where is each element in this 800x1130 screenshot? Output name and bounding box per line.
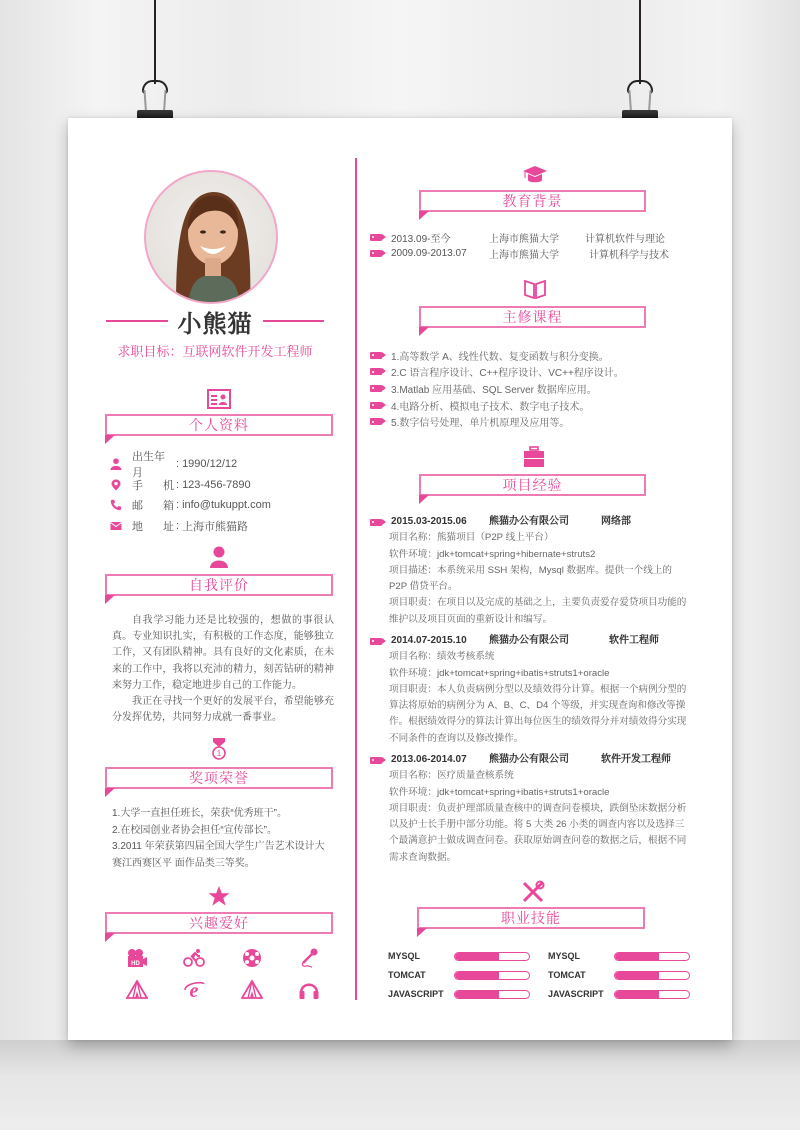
self-eval-paragraph: 自我学习能力还是比较强的，想做的事很认真。专业知识扎实，有积极的工作态度，能够独立工作，又有团队精神。具有良好的文化素质，在未来的工作中，我将以充沛的精力，刻苦钻研的精神来努力工作，稳定地进步自己的工作能力。 xyxy=(112,615,334,691)
skill-bar xyxy=(454,952,530,961)
banner-flag xyxy=(105,788,115,797)
graduation-cap-icon xyxy=(523,166,547,184)
location-pin-icon xyxy=(110,479,122,491)
education-list xyxy=(370,229,670,261)
banner-flag xyxy=(105,595,115,604)
banner-flag xyxy=(105,933,115,942)
course-item xyxy=(370,380,690,397)
tag-icon xyxy=(370,234,382,241)
banner-flag xyxy=(417,928,427,937)
hobby-item xyxy=(108,948,166,968)
course-text: 5.数字信号处理、单片机原理及应用等。 xyxy=(391,418,570,430)
hobby-item xyxy=(223,948,281,968)
section-title: 项目经验 xyxy=(502,477,563,493)
headphones-icon xyxy=(298,980,320,1000)
tent-icon xyxy=(126,980,148,1000)
colon: : xyxy=(176,499,180,512)
microphone-icon xyxy=(298,948,320,968)
self-eval-text xyxy=(112,613,334,726)
svg-text:HD: HD xyxy=(130,961,140,967)
skill-label: MYSQL xyxy=(388,951,421,961)
project-line: 软件环境：jdk+tomcat+spring+hibernate+struts2 xyxy=(389,548,596,560)
resume-paper xyxy=(68,118,732,1040)
education-school: 上海市熊猫大学 xyxy=(489,233,559,245)
medal-icon xyxy=(211,738,227,760)
name-rule-left xyxy=(106,320,168,322)
project-line: 项目职责：本人负责病例分型以及绩效得分计算。根据一个病例分型的算法将原始的病例分为 A、B、C、D4 个等级，并实现查询和修改等操作。根据绩效得分的算法计算出每位医生的绩效得分并对绩效得分实现不同条件的查询以及修改操作。 xyxy=(389,683,687,744)
svg-text:1: 1 xyxy=(216,749,222,758)
banner-flag xyxy=(419,327,429,336)
skill-bar-fill xyxy=(615,953,659,960)
banner-flag xyxy=(419,495,429,504)
project-company: 熊猫办公有限公司 xyxy=(489,754,569,765)
info-key xyxy=(132,497,174,513)
course-text: 4.电路分析、模拟电子技术、数字电子技术。 xyxy=(391,401,590,413)
open-book-icon xyxy=(524,279,546,299)
skill-item xyxy=(548,969,698,981)
section-title: 兴趣爱好 xyxy=(189,915,249,931)
section-title: 主修课程 xyxy=(502,309,563,325)
course-item xyxy=(370,364,690,381)
avatar xyxy=(144,170,278,304)
skill-label: JAVASCRIPT xyxy=(548,989,604,999)
course-list xyxy=(370,347,690,430)
tag-icon xyxy=(370,519,382,526)
skill-item xyxy=(388,988,548,1000)
project-line: 项目名称：熊猫项目（P2P 线上平台） xyxy=(389,532,554,544)
education-major: 计算机科学与技术 xyxy=(589,249,669,261)
info-email xyxy=(110,495,330,516)
colon: : xyxy=(176,478,180,491)
project-date: 2013.06-2014.07 xyxy=(391,754,467,765)
project-role: 软件工程师 xyxy=(609,635,659,646)
skill-item xyxy=(388,950,548,962)
soccer-ball-icon xyxy=(241,948,263,968)
hobby-item xyxy=(166,980,224,1000)
skill-bar-fill xyxy=(615,991,659,998)
candidate-name: 小熊猫 xyxy=(177,310,253,338)
project-body xyxy=(370,768,688,866)
tag-icon xyxy=(370,757,382,764)
education-major: 计算机软件与理论 xyxy=(585,233,665,245)
hobby-item xyxy=(281,948,339,968)
tag-icon xyxy=(370,352,382,359)
section-title: 个人资料 xyxy=(189,417,249,433)
section-header-skills xyxy=(417,907,645,929)
info-value: 1990/12/12 xyxy=(182,458,238,471)
tag-icon xyxy=(370,385,382,392)
info-value: 123-456-7890 xyxy=(182,478,251,491)
info-key-char: 地 xyxy=(132,520,143,533)
award-item: 1.大学一直担任班长，荣获“优秀班干”。 xyxy=(112,808,287,819)
cycling-icon xyxy=(183,948,205,968)
skill-bar xyxy=(614,971,690,980)
hobby-item xyxy=(166,948,224,968)
course-item xyxy=(370,413,690,430)
info-key xyxy=(132,448,174,480)
id-card-icon xyxy=(207,389,231,409)
info-key-char: 箱 xyxy=(163,500,174,513)
hobby-item xyxy=(281,980,339,1000)
skill-bar xyxy=(614,990,690,999)
project-role: 网络部 xyxy=(601,516,631,527)
skill-item xyxy=(388,969,548,981)
column-divider xyxy=(355,158,357,1000)
course-text: 1.高等数学 A、线性代数、复变函数与积分变换。 xyxy=(391,351,609,363)
info-key-char: 邮 xyxy=(132,500,143,513)
education-date: 2009.09-2013.07 xyxy=(391,247,467,259)
project-company: 熊猫办公有限公司 xyxy=(489,635,569,646)
project-line: 项目名称：医疗质量查核系统 xyxy=(389,770,514,782)
project-entry xyxy=(370,633,688,747)
project-date: 2014.07-2015.10 xyxy=(391,635,467,646)
name-row xyxy=(106,304,324,338)
tag-icon xyxy=(370,418,382,425)
self-eval-paragraph: 我正在寻找一个更好的发展平台，希望能够充分发挥优势，共同努力成就一番事业。 xyxy=(112,696,334,724)
project-entry xyxy=(370,752,688,866)
info-value: info@tukuppt.com xyxy=(182,499,271,512)
skill-bar-fill xyxy=(455,972,499,979)
project-header xyxy=(370,752,688,768)
envelope-icon xyxy=(110,520,122,532)
info-key-char: 址 xyxy=(163,520,174,533)
section-header-hobbies xyxy=(105,912,333,934)
banner-flag xyxy=(105,435,115,444)
info-mobile xyxy=(110,475,330,496)
project-header xyxy=(370,514,688,530)
personal-info-list xyxy=(110,451,330,536)
video-camera-hd-icon xyxy=(126,948,148,968)
awards-list xyxy=(112,806,342,872)
skill-label: MYSQL xyxy=(548,951,581,961)
info-key-char: 机 xyxy=(163,479,174,492)
info-key-char: 手 xyxy=(132,479,143,492)
skill-item xyxy=(548,950,698,962)
colon: : xyxy=(176,458,180,471)
section-header-awards xyxy=(105,767,333,789)
portrait-photo xyxy=(146,172,278,304)
name-rule-right xyxy=(263,320,325,322)
section-header-personal xyxy=(105,414,333,436)
section-title: 教育背景 xyxy=(502,193,563,209)
skill-bar xyxy=(454,990,530,999)
section-header-self-eval xyxy=(105,574,333,596)
project-line: 项目名称：绩效考核系统 xyxy=(389,651,495,663)
hobby-icons xyxy=(108,948,338,1000)
hobby-item xyxy=(223,980,281,1000)
banner-flag xyxy=(419,211,429,220)
project-body xyxy=(370,649,688,747)
section-header-education xyxy=(419,190,646,212)
education-row xyxy=(370,229,670,245)
tag-icon xyxy=(370,250,382,257)
skill-label: TOMCAT xyxy=(388,970,426,980)
education-date: 2013.09-至今 xyxy=(391,233,451,245)
course-item xyxy=(370,397,690,414)
award-item: 3.2011 年荣获第四届全国大学生广告艺术设计大赛江西赛区平 面作品类三等奖。 xyxy=(112,841,325,869)
tag-icon xyxy=(370,368,382,375)
project-line: 软件环境：jdk+tomcat+spring+ibatis+struts1+oracle xyxy=(389,786,610,798)
info-value: 上海市熊猫路 xyxy=(182,520,249,533)
section-title: 职业技能 xyxy=(501,910,561,926)
project-line: 项目职责：负责护理部质量查核中的调查问卷模块，跌倒坠床数据分析以及护士长手册中部分功能。将 5 大类 26 小类的调查内容以及选择三个最满意护士做成调查问卷。获取原始调查问卷的数据之后，根据不同需求查询数据。 xyxy=(389,802,687,863)
course-item xyxy=(370,347,690,364)
course-text: 2.C 语言程序设计、C++程序设计、VC++程序设计。 xyxy=(391,368,624,380)
background-floor xyxy=(0,1040,800,1130)
project-header xyxy=(370,633,688,649)
education-school: 上海市熊猫大学 xyxy=(489,249,559,261)
svg-text:e: e xyxy=(189,980,199,1000)
skill-item xyxy=(548,988,698,1000)
job-goal: 求职目标：互联网软件开发工程师 xyxy=(117,344,313,359)
briefcase-icon xyxy=(523,446,545,468)
skill-bar-fill xyxy=(615,972,659,979)
project-company: 熊猫办公有限公司 xyxy=(489,516,569,527)
hobby-item xyxy=(108,980,166,1000)
skill-label: TOMCAT xyxy=(548,970,586,980)
tag-icon xyxy=(370,402,382,409)
section-header-projects xyxy=(419,474,646,496)
skills-grid xyxy=(388,950,698,1000)
project-line: 项目职责：在项目以及完成的基础之上，主要负责爱存爱贷项目功能的维护以及项目页面的重新设计和编写。 xyxy=(389,597,687,625)
skill-label: JAVASCRIPT xyxy=(388,989,444,999)
project-line: 项目描述：本系统采用 SSH 架构，Mysql 数据库。提供一个线上的 P2P 借贷平台。 xyxy=(389,564,673,593)
star-icon xyxy=(208,885,230,907)
user-icon xyxy=(209,546,229,568)
info-key-text: 出生年月 xyxy=(132,451,165,480)
person-icon xyxy=(110,458,122,470)
skill-bar-fill xyxy=(455,953,499,960)
skill-bar-fill xyxy=(455,991,499,998)
section-header-courses xyxy=(419,306,646,328)
project-body xyxy=(370,530,688,628)
course-text: 3.Matlab 应用基础、SQL Server 数据库应用。 xyxy=(391,384,597,396)
tools-icon xyxy=(521,880,545,904)
project-line: 软件环境：jdk+tomcat+spring+ibatis+struts1+oracle xyxy=(389,667,610,679)
tag-icon xyxy=(370,638,382,645)
phone-icon xyxy=(110,499,122,511)
section-title: 奖项荣誉 xyxy=(189,770,249,786)
project-entry xyxy=(370,514,688,628)
skill-bar xyxy=(614,952,690,961)
info-birthdate xyxy=(110,451,330,480)
section-title: 自我评价 xyxy=(189,577,249,593)
internet-explorer-icon xyxy=(183,980,205,1000)
project-date: 2015.03-2015.06 xyxy=(391,516,467,527)
project-role: 软件开发工程师 xyxy=(601,754,671,765)
award-item: 2.在校园创业者协会担任“宣传部长”。 xyxy=(112,824,277,836)
info-key xyxy=(132,477,174,493)
skill-bar xyxy=(454,971,530,980)
colon: : xyxy=(176,519,180,532)
info-address xyxy=(110,516,330,537)
education-row xyxy=(370,245,670,261)
info-key xyxy=(132,518,174,534)
tent-icon xyxy=(241,980,263,1000)
